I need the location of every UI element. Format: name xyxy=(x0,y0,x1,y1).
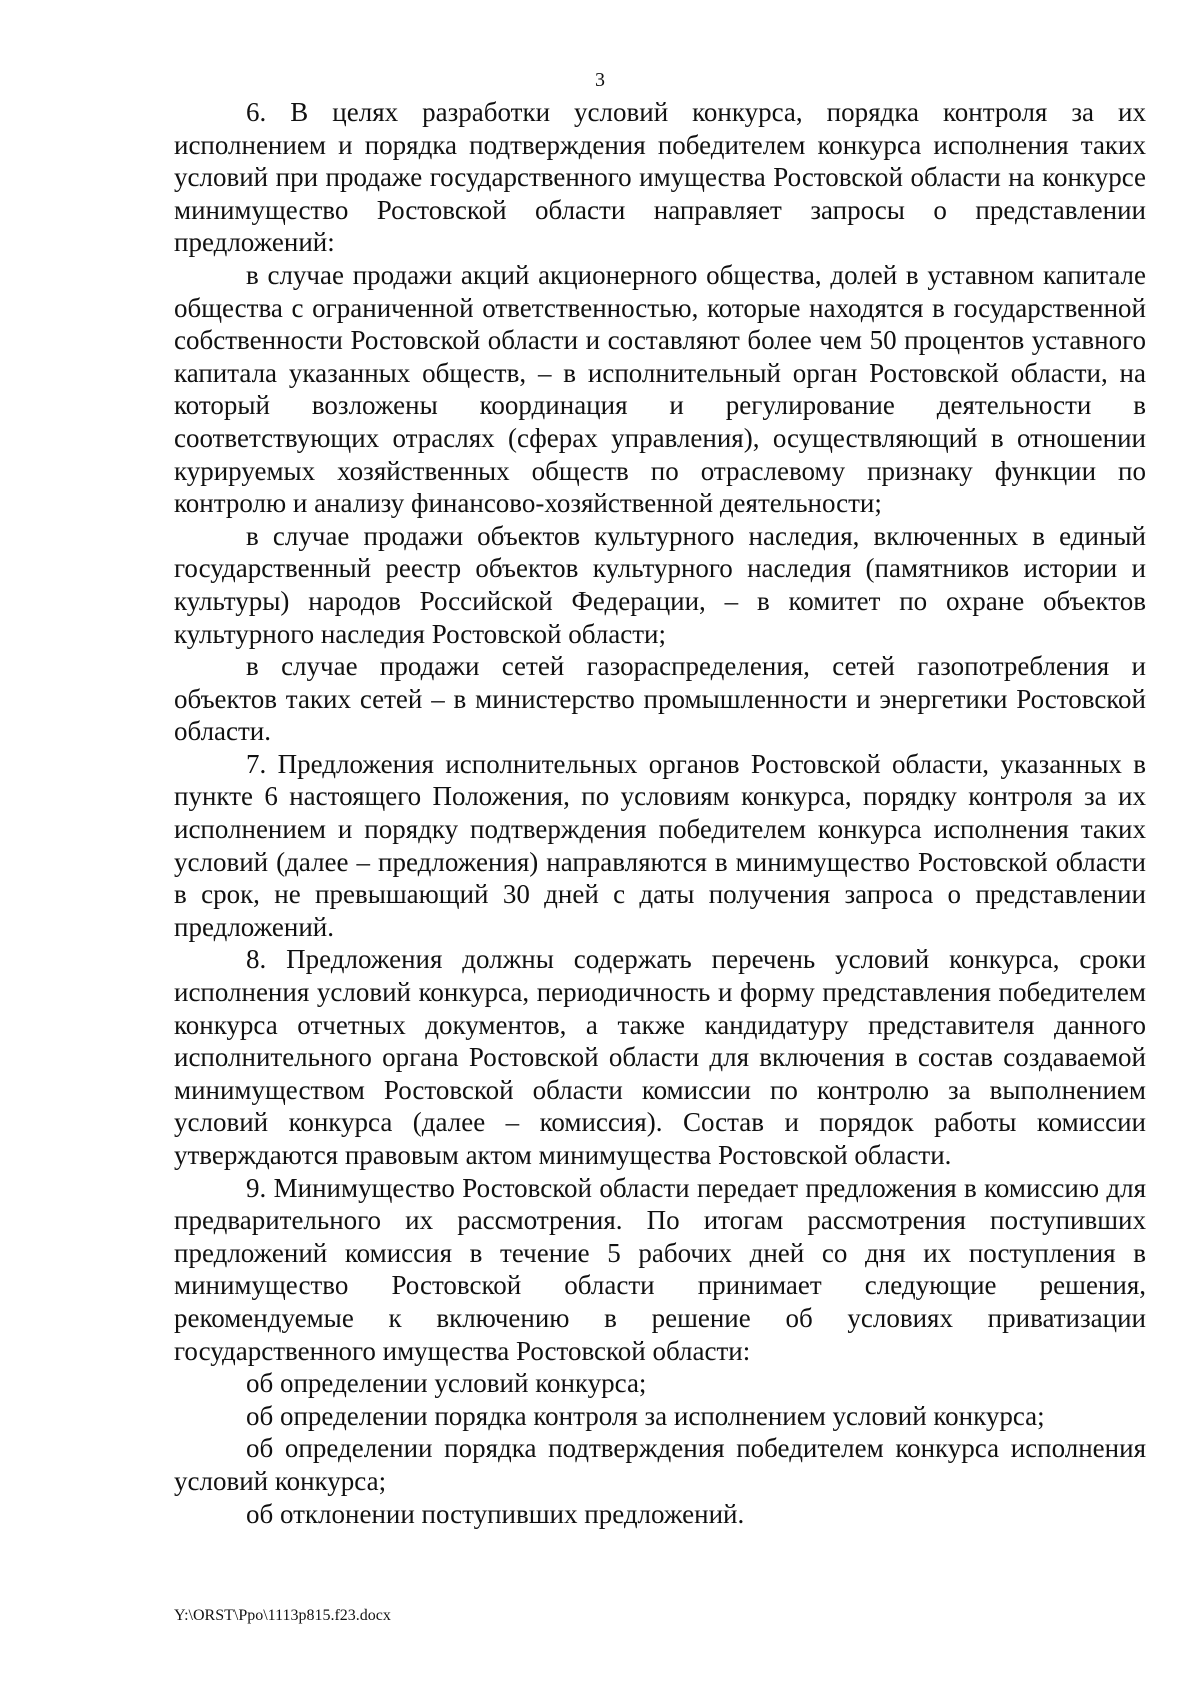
decision-item-rejection: об отклонении поступивших предложений. xyxy=(246,1498,745,1529)
paragraph-8: 8. Предложения должны содержать перечень условий конкурса, сроки исполнения условий конкурса, периодичность и форму представления победителем конкурса отчетных документов, а также кандидатуру представителя данного исполнительного органа Ростовской области для включения в состав создаваемой минимуществом Ростовской области комиссии по контролю за выполнением условий конкурса (далее – комиссия). Состав и порядок работы комиссии утверждаются правовым актом минимущества Ростовской области. xyxy=(174,944,1146,1170)
paragraph-7: 7. Предложения исполнительных органов Ростовской области, указанных в пункте 6 настоящего Положения, по условиям конкурса, порядку контроля за их исполнением и порядку подтверждения победителем конкурса исполнения таких условий (далее – предложения) направляются в минимущество Ростовской области в срок, не превышающий 30 дней с даты получения запроса о представлении предложений. xyxy=(174,748,1146,942)
paragraph-9: 9. Минимущество Ростовской области передает предложения в комиссию для предварительного их рассмотрения. По итогам рассмотрения поступивших предложений комиссия в течение 5 рабочих дней со дня их поступления в минимущество Ростовской области принимает следующие решения, рекомендуемые к включению в решение об условиях приватизации государственного имущества Ростовской области: xyxy=(174,1172,1146,1366)
document-body xyxy=(174,96,1146,1530)
paragraph-6-item-joint-stock: в случае продажи акций акционерного общества, долей в уставном капитале общества с ограниченной ответственностью, которые находятся в государственной собственности Ростовской области и составляют более чем 50 процентов уставного капитала указанных обществ, – в исполнительный орган Ростовской области, на который возложены координация и регулирование деятельности в соответствующих отраслях (сферах управления), осуществляющий в отношении курируемых хозяйственных обществ по отраслевому признаку функции по контролю и анализу финансово-хозяйственной деятельности; xyxy=(174,259,1146,519)
decision-item-control-procedure: об определении порядка контроля за исполнением условий конкурса; xyxy=(246,1400,1045,1431)
decision-item-conditions: об определении условий конкурса; xyxy=(246,1368,647,1399)
paragraph-6: 6. В целях разработки условий конкурса, порядка контроля за их исполнением и порядка подтверждения победителем конкурса исполнения таких условий при продаже государственного имущества Ростовской области на конкурсе минимущество Ростовской области направляет запросы о представлении предложений: xyxy=(174,97,1146,258)
paragraph-6-item-cultural-heritage: в случае продажи объектов культурного наследия, включенных в единый государственный реестр объектов культурного наследия (памятников истории и культуры) народов Российской Федерации, – в комитет по охране объектов культурного наследия Ростовской области; xyxy=(174,520,1146,649)
paragraph-6-item-gas-networks: в случае продажи сетей газораспределения, сетей газопотребления и объектов таких сетей – в министерство промышленности и энергетики Ростовской области. xyxy=(174,651,1146,747)
decision-item-confirmation-procedure: об определении порядка подтверждения победителем конкурса исполнения условий конкурса; xyxy=(174,1433,1146,1496)
page-number: 3 xyxy=(595,69,605,91)
file-path-footer: Y:\ORST\Ppo\1113p815.f23.docx xyxy=(174,1607,391,1624)
